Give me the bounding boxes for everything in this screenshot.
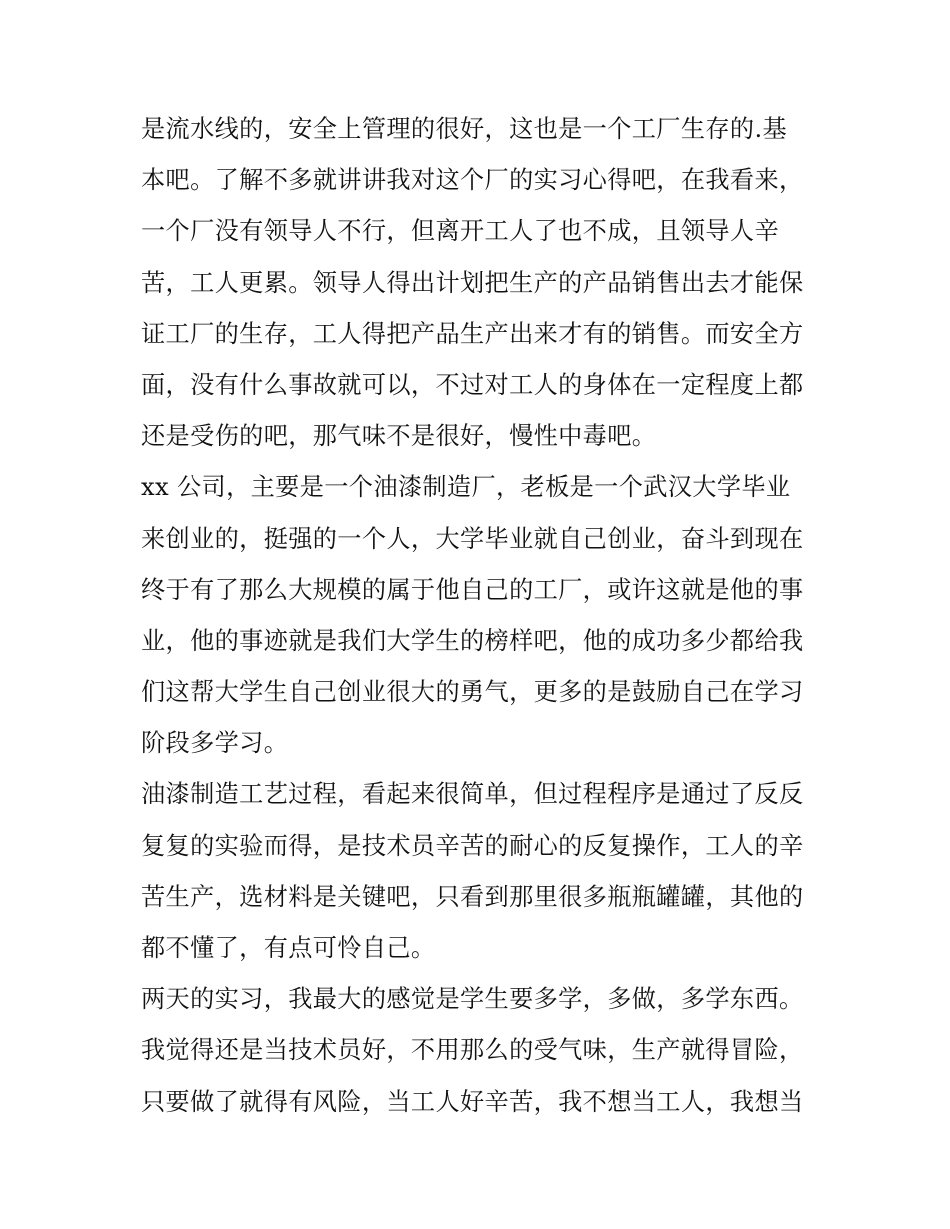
text-line: 们这帮大学生自己创业很大的勇气，更多的是鼓励自己在学习 [141, 678, 804, 707]
body-text [141, 104, 821, 1128]
text-line: 苦，工人更累。领导人得出计划把生产的产品销售出去才能保 [141, 268, 804, 297]
text-line: 面，没有什么事故就可以，不过对工人的身体在一定程度上都 [141, 370, 804, 399]
text-line: 油漆制造工艺过程，看起来很简单，但过程程序是通过了反反 [141, 780, 804, 809]
text-line: 还是受伤的吧，那气味不是很好，慢性中毒吧。 [141, 422, 657, 451]
text-line: 只要做了就得有风险，当工人好辛苦，我不想当工人，我想当 [141, 1087, 804, 1116]
text-line: 一个厂没有领导人不行，但离开工人了也不成，且领导人辛 [141, 217, 779, 246]
text-line: 苦生产，选材料是关键吧，只看到那里很多瓶瓶罐罐，其他的 [141, 882, 804, 911]
text-line: 来创业的，挺强的一个人，大学毕业就自己创业，奋斗到现在 [141, 524, 804, 553]
text-line: 都不懂了，有点可怜自己。 [141, 934, 436, 962]
text-line: 是流水线的，安全上管理的很好，这也是一个工厂生存的.基 [141, 115, 788, 143]
text-line: 我觉得还是当技术员好，不用那么的受气味，生产就得冒险， [141, 1036, 804, 1065]
text-line: 证工厂的生存，工人得把产品生产出来才有的销售。而安全方 [141, 319, 804, 348]
text-line: 复复的实验而得，是技术员辛苦的耐心的反复操作，工人的辛 [141, 831, 804, 860]
text-line: xx 公司，主要是一个油漆制造厂，老板是一个武汉大学毕业 [141, 473, 791, 502]
text-line: 阶段多学习。 [141, 729, 289, 758]
text-line: 业，他的事迹就是我们大学生的榜样吧，他的成功多少都给我 [141, 626, 804, 655]
text-line: 两天的实习，我最大的感觉是学生要多学，多做，多学东西。 [141, 985, 804, 1014]
text-line: 本吧。了解不多就讲讲我对这个厂的实习心得吧，在我看来， [141, 166, 804, 195]
text-line: 终于有了那么大规模的属于他自己的工厂，或许这就是他的事 [141, 575, 804, 604]
